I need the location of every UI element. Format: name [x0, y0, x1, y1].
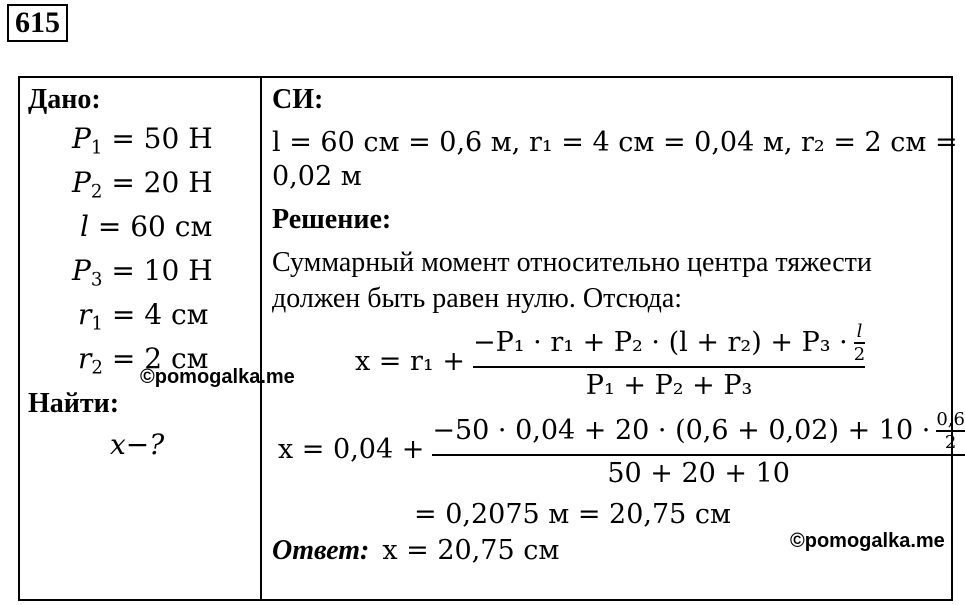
- given-item: [72, 254, 213, 291]
- given-subscript: 1: [91, 313, 103, 335]
- answer-value: x = 20,75 см: [382, 535, 560, 566]
- given-value: = 4 см: [102, 298, 209, 331]
- given-value: = 50 Н: [102, 122, 213, 155]
- given-subscript: 3: [90, 269, 103, 291]
- given-subscript: 1: [90, 137, 103, 159]
- given-symbol: P: [72, 122, 91, 155]
- given-value: = 10 Н: [102, 254, 213, 287]
- calc-small-bot: 2: [944, 431, 957, 453]
- calc-numerator-text: −50 · 0,04 + 20 · (0,6 + 0,02) + 10 ·: [432, 415, 931, 447]
- formula-numerator-text: −P₁ · r₁ + P₂ · (l + r₂) + P₃ ·: [472, 327, 848, 359]
- answer-line: [272, 534, 559, 568]
- solution-header: Решение:: [272, 204, 392, 235]
- calc-small-top: 0,6: [936, 409, 965, 430]
- solution-text-2: должен быть равен нулю. Отсюда:: [272, 283, 683, 314]
- calc-fraction: [432, 410, 965, 489]
- given-value: = 2 см: [102, 342, 209, 375]
- formula-numerator: [473, 322, 865, 364]
- given-item: [72, 122, 213, 159]
- column-divider: [260, 76, 262, 601]
- calc-lhs: x = 0,04 +: [278, 433, 425, 465]
- find-header: Найти:: [28, 388, 120, 419]
- given-subscript: 2: [91, 357, 103, 379]
- answer-label: Ответ:: [272, 535, 370, 566]
- formula-small-top: l: [856, 321, 863, 342]
- given-symbol: r: [78, 298, 92, 331]
- general-formula: [355, 322, 865, 401]
- calc-numerator: [432, 410, 965, 452]
- si-header: СИ:: [272, 84, 324, 115]
- formula-denominator: P₁ + P₂ + P₃: [585, 369, 753, 401]
- calc-06-over-2: [936, 410, 965, 452]
- given-item: [80, 210, 212, 244]
- formula-small-bot: 2: [853, 343, 866, 365]
- watermark-2: ©pomogalka.me: [790, 530, 945, 552]
- numeric-calc: [278, 410, 965, 489]
- given-item: [78, 298, 209, 335]
- formula-lhs: x = r₁ +: [355, 345, 465, 377]
- formula-l-over-2: [854, 322, 865, 364]
- given-value: = 20 Н: [102, 166, 213, 199]
- solution-text-1: Суммарный момент относительно центра тяжести: [272, 247, 872, 278]
- given-symbol: r: [78, 342, 92, 375]
- find-item: x−?: [110, 428, 165, 461]
- given-subscript: 2: [90, 181, 103, 203]
- si-line-2: 0,02 м: [272, 161, 362, 192]
- formula-fraction: [473, 322, 865, 401]
- given-symbol: P: [72, 166, 91, 199]
- given-value: = 60 см: [88, 210, 213, 243]
- watermark: ©pomogalka.me: [140, 366, 295, 388]
- calc-denominator: 50 + 20 + 10: [607, 457, 790, 489]
- given-symbol: P: [72, 254, 91, 287]
- problem-number: 615: [7, 4, 68, 42]
- result-line: = 0,2075 м = 20,75 см: [414, 499, 732, 530]
- given-item: [72, 166, 213, 203]
- given-symbol: l: [80, 210, 89, 243]
- given-header: Дано:: [28, 84, 101, 115]
- si-line-1: l = 60 см = 0,6 м, r₁ = 4 см = 0,04 м, r₂ = 2 см =: [272, 127, 958, 158]
